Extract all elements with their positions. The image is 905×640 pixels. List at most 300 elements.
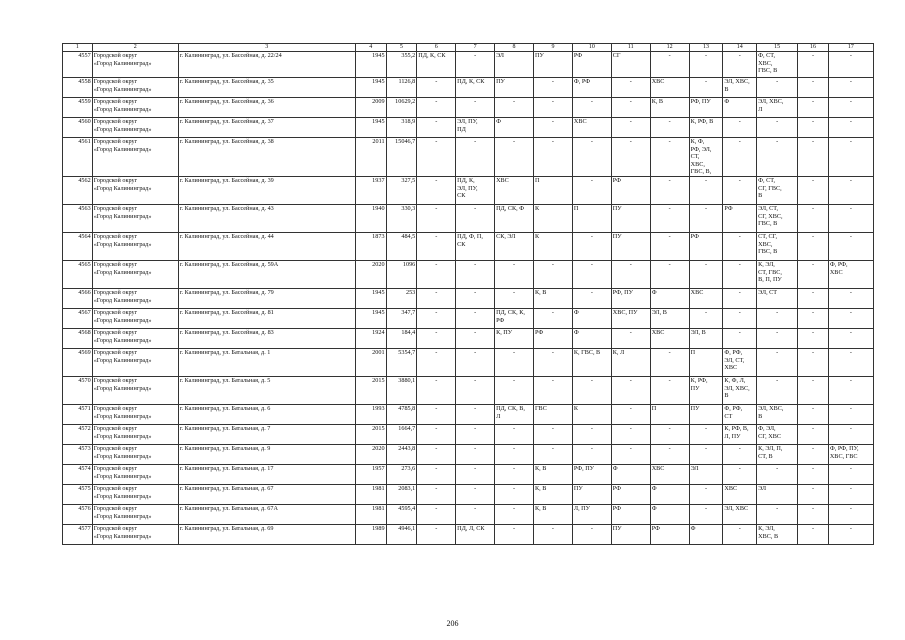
table-cell: К: [533, 232, 572, 260]
table-cell: ХВС: [495, 176, 534, 204]
table-cell: Городской округ «Город Калининград»: [92, 444, 178, 464]
table-cell: -: [533, 98, 572, 118]
table-cell: Городской округ «Город Калининград»: [92, 176, 178, 204]
table-cell: г. Калининград, ул. Батальная, д. 1: [178, 348, 355, 376]
table-row: [63, 484, 874, 504]
table-cell: 4560: [63, 118, 93, 138]
table-cell: -: [417, 260, 456, 288]
table-cell: -: [828, 348, 873, 376]
table-cell: -: [689, 444, 723, 464]
table-cell: К, Ф, Л, ЭЛ, ХВС, В: [723, 376, 757, 404]
table-cell: К, ПУ: [495, 328, 534, 348]
table-cell: ЭЛ, ХВС, В: [723, 78, 757, 98]
table-row: [63, 118, 874, 138]
header-row: [63, 44, 874, 52]
table-row: [63, 98, 874, 118]
table-cell: -: [689, 204, 723, 232]
table-cell: ПУ: [495, 78, 534, 98]
table-cell: -: [572, 376, 611, 404]
table-cell: -: [456, 328, 495, 348]
table-cell: ХВС: [723, 484, 757, 504]
table-cell: 273,6: [386, 464, 417, 484]
table-cell: -: [757, 348, 798, 376]
table-cell: ХВС: [650, 464, 689, 484]
table-cell: 4561: [63, 138, 93, 177]
table-cell: Ф: [689, 524, 723, 544]
table-cell: 4574: [63, 464, 93, 484]
table-cell: 4569: [63, 348, 93, 376]
table-cell: -: [495, 260, 534, 288]
table-cell: -: [417, 404, 456, 424]
table-cell: -: [456, 52, 495, 78]
table-cell: -: [689, 484, 723, 504]
table-cell: 1981: [355, 484, 386, 504]
table-cell: П: [650, 404, 689, 424]
table-cell: -: [611, 260, 650, 288]
table-cell: -: [650, 52, 689, 78]
table-cell: -: [650, 376, 689, 404]
table-cell: -: [828, 52, 873, 78]
table-cell: К, В: [533, 464, 572, 484]
table-cell: -: [456, 98, 495, 118]
table-cell: г. Калининград, ул. Бассейная, д. 43: [178, 204, 355, 232]
table-cell: г. Калининград, ул. Бассейная, д. 59А: [178, 260, 355, 288]
table-cell: СГ: [611, 52, 650, 78]
table-cell: 1945: [355, 52, 386, 78]
table-cell: К, ЭЛ, П, СТ, В: [757, 444, 798, 464]
table-cell: -: [456, 204, 495, 232]
table-cell: -: [611, 424, 650, 444]
table-cell: 1981: [355, 504, 386, 524]
table-cell: -: [417, 444, 456, 464]
table-row: [63, 52, 874, 78]
table-cell: 4573: [63, 444, 93, 464]
table-cell: -: [456, 348, 495, 376]
table-cell: 15046,7: [386, 138, 417, 177]
table-cell: -: [572, 444, 611, 464]
table-cell: -: [456, 308, 495, 328]
table-cell: г. Калининград, ул. Бассейная, д. 22/24: [178, 52, 355, 78]
table-cell: 4576: [63, 504, 93, 524]
table-cell: г. Калининград, ул. Бассейная, д. 44: [178, 232, 355, 260]
table-cell: Ф: [572, 308, 611, 328]
table-cell: ХВС: [572, 118, 611, 138]
table-cell: -: [495, 348, 534, 376]
table-cell: ЭЛ, В: [650, 308, 689, 328]
table-cell: К, В: [533, 288, 572, 308]
table-cell: Городской округ «Город Калининград»: [92, 288, 178, 308]
table-cell: К: [533, 204, 572, 232]
table-cell: 1937: [355, 176, 386, 204]
table-cell: -: [572, 424, 611, 444]
table-cell: К, ГВС, В: [572, 348, 611, 376]
table-cell: г. Калининград, ул. Бассейная, д. 39: [178, 176, 355, 204]
table-cell: 4575: [63, 484, 93, 504]
table-cell: К, РФ, В: [689, 118, 723, 138]
table-cell: -: [417, 176, 456, 204]
table-cell: К, В: [533, 504, 572, 524]
table-cell: РФ: [689, 232, 723, 260]
table-cell: -: [650, 348, 689, 376]
table-cell: 1957: [355, 464, 386, 484]
table-cell: РФ: [533, 328, 572, 348]
table-cell: -: [798, 78, 829, 98]
table-row: [63, 504, 874, 524]
column-header: 1: [63, 44, 93, 52]
table-row: [63, 376, 874, 404]
table-cell: 4567: [63, 308, 93, 328]
table-cell: -: [417, 504, 456, 524]
table-cell: ЭЛ, ПУ, ПД: [456, 118, 495, 138]
table-cell: -: [495, 504, 534, 524]
table-cell: 2443,8: [386, 444, 417, 464]
table-cell: -: [798, 138, 829, 177]
table-cell: г. Калининград, ул. Батальная, д. 69: [178, 524, 355, 544]
table-cell: РФ: [572, 52, 611, 78]
table-cell: 2020: [355, 260, 386, 288]
table-cell: 4568: [63, 328, 93, 348]
table-cell: ПД, Ф, П, СК: [456, 232, 495, 260]
table-cell: 1989: [355, 524, 386, 544]
column-header: 3: [178, 44, 355, 52]
table-cell: -: [533, 348, 572, 376]
table-cell: 4572: [63, 424, 93, 444]
table-cell: 2083,1: [386, 484, 417, 504]
table-cell: -: [650, 444, 689, 464]
table-cell: -: [456, 404, 495, 424]
table-cell: -: [798, 348, 829, 376]
table-cell: К, РФ, ПУ: [689, 376, 723, 404]
table-row: [63, 78, 874, 98]
table-cell: -: [798, 118, 829, 138]
table-cell: 1945: [355, 288, 386, 308]
table-cell: г. Калининград, ул. Бассейная, д. 37: [178, 118, 355, 138]
table-cell: СТ, СГ, ХВС, ГВС, В: [757, 232, 798, 260]
table-cell: Ф, РФ, ХВС: [828, 260, 873, 288]
column-header: 5: [386, 44, 417, 52]
table-cell: Ф, РФ, ЭЛ, СТ, ХВС: [723, 348, 757, 376]
table-cell: Ф, ЭЛ, СГ, ХВС: [757, 424, 798, 444]
table-cell: РФ: [611, 176, 650, 204]
column-header: 6: [417, 44, 456, 52]
table-cell: -: [456, 376, 495, 404]
table-cell: -: [417, 348, 456, 376]
table-cell: -: [533, 118, 572, 138]
table-cell: -: [798, 52, 829, 78]
table-cell: -: [572, 98, 611, 118]
table-body: [63, 52, 874, 545]
table-cell: -: [798, 464, 829, 484]
table-cell: -: [611, 118, 650, 138]
table-cell: РФ: [611, 484, 650, 504]
table-cell: -: [533, 524, 572, 544]
table-cell: ЭЛ, СТ, СГ, ХВС, ГВС, В: [757, 204, 798, 232]
table-cell: -: [757, 78, 798, 98]
table-cell: Ф: [650, 484, 689, 504]
table-cell: -: [689, 504, 723, 524]
table-cell: Городской округ «Город Калининград»: [92, 78, 178, 98]
table-cell: -: [417, 288, 456, 308]
table-cell: ПУ: [689, 404, 723, 424]
table-cell: -: [757, 118, 798, 138]
table-cell: -: [495, 376, 534, 404]
table-cell: -: [495, 424, 534, 444]
table-cell: -: [572, 138, 611, 177]
table-cell: -: [456, 138, 495, 177]
table-cell: РФ: [723, 204, 757, 232]
table-cell: К, Ф, РФ, ЭЛ, СТ, ХВС, ГВС, В,: [689, 138, 723, 177]
table-cell: ПД, СК, Ф: [495, 204, 534, 232]
table-cell: Городской округ «Город Калининград»: [92, 98, 178, 118]
table-cell: -: [456, 444, 495, 464]
registry-table: [62, 43, 874, 545]
column-header: 15: [757, 44, 798, 52]
table-cell: -: [417, 118, 456, 138]
table-cell: 2009: [355, 98, 386, 118]
table-cell: ХВС: [689, 288, 723, 308]
table-cell: -: [828, 138, 873, 177]
table-cell: Ф: [650, 288, 689, 308]
table-cell: -: [689, 308, 723, 328]
table-cell: Городской округ «Город Калининград»: [92, 504, 178, 524]
table-cell: -: [611, 376, 650, 404]
table-cell: К, Л: [611, 348, 650, 376]
table-cell: ПД, К, СК: [456, 78, 495, 98]
table-cell: Л, ПУ: [572, 504, 611, 524]
column-header: 9: [533, 44, 572, 52]
table-cell: г. Калининград, ул. Бассейная, д. 81: [178, 308, 355, 328]
table-cell: -: [650, 176, 689, 204]
table-cell: 2020: [355, 444, 386, 464]
table-cell: -: [495, 288, 534, 308]
table-cell: г. Калининград, ул. Бассейная, д. 36: [178, 98, 355, 118]
table-row: [63, 464, 874, 484]
table-cell: Городской округ «Город Калининград»: [92, 260, 178, 288]
table-cell: 4557: [63, 52, 93, 78]
table-cell: -: [757, 376, 798, 404]
table-cell: 327,5: [386, 176, 417, 204]
table-cell: Городской округ «Город Калининград»: [92, 424, 178, 444]
table-cell: -: [723, 524, 757, 544]
table-cell: -: [723, 328, 757, 348]
table-cell: 1940: [355, 204, 386, 232]
table-cell: -: [828, 98, 873, 118]
column-header: 16: [798, 44, 829, 52]
table-cell: 2015: [355, 376, 386, 404]
table-cell: П: [533, 176, 572, 204]
table-cell: г. Калининград, ул. Бассейная, д. 79: [178, 288, 355, 308]
table-cell: -: [533, 376, 572, 404]
table-cell: -: [456, 484, 495, 504]
table-cell: г. Калининград, ул. Батальная, д. 67: [178, 484, 355, 504]
registry-table-sheet: [62, 43, 874, 545]
table-cell: 4570: [63, 376, 93, 404]
table-cell: -: [456, 260, 495, 288]
table-cell: -: [417, 464, 456, 484]
table-cell: -: [495, 524, 534, 544]
table-cell: -: [572, 524, 611, 544]
table-cell: Городской округ «Город Калининград»: [92, 328, 178, 348]
table-cell: -: [650, 118, 689, 138]
table-cell: ЭЛ: [689, 464, 723, 484]
table-cell: -: [757, 504, 798, 524]
table-cell: г. Калининград, ул. Батальная, д. 17: [178, 464, 355, 484]
table-cell: РФ: [650, 524, 689, 544]
table-cell: П: [689, 348, 723, 376]
column-header: 11: [611, 44, 650, 52]
table-cell: -: [533, 78, 572, 98]
table-cell: 1945: [355, 308, 386, 328]
table-cell: 4595,4: [386, 504, 417, 524]
table-cell: 4559: [63, 98, 93, 118]
table-cell: -: [650, 260, 689, 288]
table-cell: Ф, РФ, СТ: [723, 404, 757, 424]
table-cell: -: [456, 288, 495, 308]
table-cell: 1945: [355, 78, 386, 98]
table-cell: 355,2: [386, 52, 417, 78]
table-row: [63, 204, 874, 232]
table-cell: ХВС: [650, 78, 689, 98]
table-cell: -: [417, 138, 456, 177]
table-cell: Городской округ «Город Калининград»: [92, 204, 178, 232]
table-cell: -: [828, 232, 873, 260]
table-cell: ЭЛ, В: [689, 328, 723, 348]
table-cell: ПД, СК, К, РФ: [495, 308, 534, 328]
table-cell: -: [495, 444, 534, 464]
table-cell: -: [798, 404, 829, 424]
table-cell: К, РФ, В, Л, ПУ: [723, 424, 757, 444]
table-cell: ЭЛ: [495, 52, 534, 78]
table-cell: -: [723, 260, 757, 288]
table-cell: ПУ: [572, 484, 611, 504]
table-cell: Городской округ «Город Калининград»: [92, 118, 178, 138]
table-cell: -: [798, 444, 829, 464]
table-cell: г. Калининград, ул. Батальная, д. 9: [178, 444, 355, 464]
table-cell: -: [798, 504, 829, 524]
table-cell: -: [828, 424, 873, 444]
table-cell: ЭЛ, ХВС: [723, 504, 757, 524]
table-cell: -: [723, 288, 757, 308]
table-cell: 1664,7: [386, 424, 417, 444]
table-cell: ПУ: [611, 232, 650, 260]
table-cell: 4563: [63, 204, 93, 232]
table-cell: 4566: [63, 288, 93, 308]
table-cell: -: [689, 78, 723, 98]
table-row: [63, 138, 874, 177]
table-cell: ПУ: [611, 204, 650, 232]
table-cell: -: [828, 504, 873, 524]
table-cell: -: [723, 308, 757, 328]
table-cell: -: [828, 328, 873, 348]
table-cell: РФ, ПУ: [572, 464, 611, 484]
table-cell: -: [723, 118, 757, 138]
table-cell: -: [495, 484, 534, 504]
table-cell: ПД, К, СК: [417, 52, 456, 78]
table-cell: -: [828, 288, 873, 308]
table-cell: -: [689, 260, 723, 288]
table-cell: -: [417, 376, 456, 404]
column-header: 4: [355, 44, 386, 52]
table-cell: -: [650, 232, 689, 260]
table-cell: Городской округ «Город Калининград»: [92, 376, 178, 404]
table-cell: -: [689, 176, 723, 204]
table-cell: -: [456, 504, 495, 524]
table-cell: ЭЛ, ХВС, В: [757, 404, 798, 424]
table-cell: -: [495, 138, 534, 177]
table-cell: -: [757, 308, 798, 328]
column-header: 7: [456, 44, 495, 52]
table-cell: -: [495, 464, 534, 484]
table-cell: 1873: [355, 232, 386, 260]
table-cell: ПУ: [611, 524, 650, 544]
table-cell: -: [689, 424, 723, 444]
table-cell: РФ, ПУ: [689, 98, 723, 118]
table-cell: -: [798, 176, 829, 204]
table-cell: -: [798, 484, 829, 504]
table-cell: -: [798, 232, 829, 260]
table-cell: 5354,7: [386, 348, 417, 376]
table-cell: -: [828, 524, 873, 544]
table-cell: -: [798, 260, 829, 288]
table-cell: -: [417, 308, 456, 328]
table-cell: -: [798, 308, 829, 328]
table-cell: -: [572, 176, 611, 204]
table-cell: Городской округ «Город Калининград»: [92, 232, 178, 260]
table-cell: -: [828, 78, 873, 98]
table-cell: -: [417, 98, 456, 118]
table-cell: ПД, К, ЭЛ, ПУ, СК: [456, 176, 495, 204]
table-cell: -: [798, 328, 829, 348]
table-cell: 347,7: [386, 308, 417, 328]
table-cell: П: [572, 204, 611, 232]
table-cell: -: [417, 424, 456, 444]
table-cell: 1993: [355, 404, 386, 424]
table-cell: 484,5: [386, 232, 417, 260]
table-cell: СК, ЭЛ: [495, 232, 534, 260]
table-row: [63, 424, 874, 444]
table-cell: -: [757, 328, 798, 348]
table-cell: г. Калининград, ул. Батальная, д. 67А: [178, 504, 355, 524]
table-cell: РФ: [611, 504, 650, 524]
table-cell: ХВС: [650, 328, 689, 348]
table-cell: 1096: [386, 260, 417, 288]
table-cell: -: [572, 288, 611, 308]
table-cell: -: [723, 464, 757, 484]
table-cell: РФ, ПУ: [611, 288, 650, 308]
table-cell: -: [417, 204, 456, 232]
table-cell: -: [611, 98, 650, 118]
table-cell: -: [611, 404, 650, 424]
table-cell: -: [828, 176, 873, 204]
table-row: [63, 260, 874, 288]
table-cell: -: [723, 444, 757, 464]
column-header: 13: [689, 44, 723, 52]
table-row: [63, 176, 874, 204]
table-cell: -: [723, 232, 757, 260]
table-cell: К, ЭЛ, ХВС, В: [757, 524, 798, 544]
table-cell: г. Калининград, ул. Батальная, д. 7: [178, 424, 355, 444]
table-cell: г. Калининград, ул. Бассейная, д. 35: [178, 78, 355, 98]
table-row: [63, 348, 874, 376]
table-cell: -: [650, 138, 689, 177]
table-cell: К, ЭЛ, СТ, ГВС, В, П, ПУ: [757, 260, 798, 288]
table-cell: 4564: [63, 232, 93, 260]
table-cell: 4946,1: [386, 524, 417, 544]
table-cell: -: [417, 484, 456, 504]
table-cell: -: [533, 308, 572, 328]
table-cell: -: [611, 78, 650, 98]
table-cell: ЭЛ, СТ: [757, 288, 798, 308]
